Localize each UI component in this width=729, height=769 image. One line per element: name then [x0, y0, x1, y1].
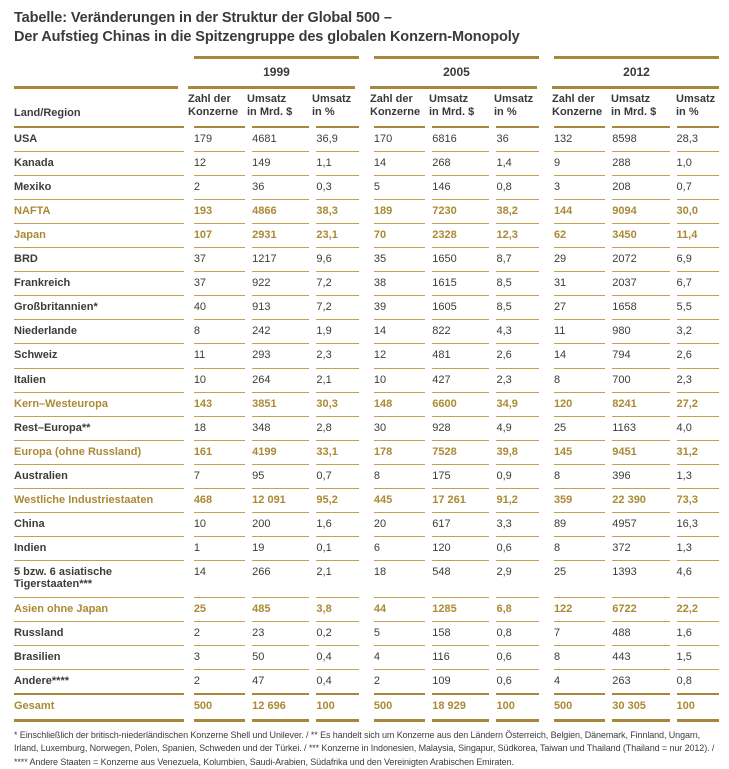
value-cell: 100 [496, 693, 538, 722]
value-cell: 6 [374, 536, 425, 560]
value-cell: 14 [374, 151, 425, 175]
value-cell: 193 [194, 199, 245, 223]
value-cell: 14 [554, 343, 605, 367]
table-row [14, 597, 719, 621]
table-row [14, 440, 719, 464]
value-cell: 1,6 [316, 512, 358, 536]
value-cell: 12 696 [252, 693, 309, 722]
value-cell: 4,9 [496, 416, 538, 440]
value-cell: 2 [194, 175, 245, 199]
row-label: Mexiko [14, 175, 184, 199]
row-label: Rest–Europa** [14, 416, 184, 440]
value-cell: 1163 [612, 416, 669, 440]
value-cell: 1,6 [677, 621, 719, 645]
column-headers-2005 [370, 86, 537, 125]
row-label: Kanada [14, 151, 184, 175]
value-cell: 40 [194, 295, 245, 319]
value-cell: 100 [677, 693, 719, 722]
value-cell: 30,3 [316, 392, 358, 416]
value-cell: 6,8 [496, 597, 538, 621]
col-header-umsatz-mrd-2005: Umsatz in Mrd. $ [429, 93, 475, 119]
value-cell: 12 091 [252, 488, 309, 512]
value-cell: 1658 [612, 295, 669, 319]
col-header-umsatz-pct-1999: Umsatz in % [312, 93, 352, 119]
value-cell: 3 [194, 645, 245, 669]
table-row [14, 343, 719, 367]
value-cell: 20 [374, 512, 425, 536]
value-cell: 8 [554, 368, 605, 392]
column-header-row [14, 86, 719, 125]
value-cell: 4681 [252, 126, 309, 151]
value-cell: 149 [252, 151, 309, 175]
value-cell: 7528 [432, 440, 489, 464]
row-label: Europa (ohne Russland) [14, 440, 184, 464]
year-group-2012: 2012 [554, 56, 719, 86]
value-cell: 2,8 [316, 416, 358, 440]
value-cell: 11 [194, 343, 245, 367]
table-row [14, 151, 719, 175]
value-cell: 38,3 [316, 199, 358, 223]
value-cell: 2,3 [316, 343, 358, 367]
value-cell: 50 [252, 645, 309, 669]
value-cell: 30 [374, 416, 425, 440]
row-label: Asien ohne Japan [14, 597, 184, 621]
value-cell: 1217 [252, 247, 309, 271]
value-cell: 100 [316, 693, 358, 722]
col-header-zahl-2005: Zahl der Konzerne [370, 93, 421, 119]
value-cell: 30,0 [677, 199, 719, 223]
value-cell: 700 [612, 368, 669, 392]
value-cell: 158 [432, 621, 489, 645]
value-cell: 208 [612, 175, 669, 199]
value-cell: 95,2 [316, 488, 358, 512]
year-group-1999: 1999 [194, 56, 359, 86]
value-cell: 38,2 [496, 199, 538, 223]
value-cell: 14 [374, 319, 425, 343]
value-cell: 31 [554, 271, 605, 295]
value-cell: 427 [432, 368, 489, 392]
table-title-line1: Tabelle: Veränderungen in der Struktur der Global 500 – [14, 10, 392, 26]
table-row [14, 645, 719, 669]
value-cell: 0,7 [316, 464, 358, 488]
value-cell: 91,2 [496, 488, 538, 512]
land-region-header: Land/Region [14, 86, 178, 125]
value-cell: 7 [554, 621, 605, 645]
value-cell: 89 [554, 512, 605, 536]
value-cell: 62 [554, 223, 605, 247]
value-cell: 1,3 [677, 464, 719, 488]
value-cell: 7230 [432, 199, 489, 223]
value-cell: 36 [252, 175, 309, 199]
value-cell: 18 [194, 416, 245, 440]
table-row [14, 464, 719, 488]
table-row [14, 271, 719, 295]
value-cell: 1,9 [316, 319, 358, 343]
value-cell: 445 [374, 488, 425, 512]
value-cell: 6,9 [677, 247, 719, 271]
value-cell: 913 [252, 295, 309, 319]
col-header-umsatz-mrd-1999: Umsatz in Mrd. $ [247, 93, 293, 119]
value-cell: 29 [554, 247, 605, 271]
value-cell: 107 [194, 223, 245, 247]
value-cell: 8 [554, 464, 605, 488]
value-cell: 6600 [432, 392, 489, 416]
value-cell: 189 [374, 199, 425, 223]
value-cell: 481 [432, 343, 489, 367]
value-cell: 7,2 [316, 271, 358, 295]
value-cell: 178 [374, 440, 425, 464]
value-cell: 9451 [612, 440, 669, 464]
row-label: Kern–Westeuropa [14, 392, 184, 416]
value-cell: 143 [194, 392, 245, 416]
value-cell: 8598 [612, 126, 669, 151]
value-cell: 2,9 [496, 560, 538, 596]
value-cell: 2 [194, 621, 245, 645]
value-cell: 0,8 [677, 669, 719, 693]
value-cell: 8 [554, 536, 605, 560]
table-row [14, 392, 719, 416]
value-cell: 268 [432, 151, 489, 175]
value-cell: 170 [374, 126, 425, 151]
value-cell: 0,8 [496, 621, 538, 645]
value-cell: 2,1 [316, 560, 358, 596]
value-cell: 2,3 [677, 368, 719, 392]
table-row [14, 693, 719, 722]
column-headers-2012 [552, 86, 719, 125]
value-cell: 146 [432, 175, 489, 199]
value-cell: 0,9 [496, 464, 538, 488]
value-cell: 2,6 [496, 343, 538, 367]
value-cell: 288 [612, 151, 669, 175]
value-cell: 122 [554, 597, 605, 621]
value-cell: 0,4 [316, 645, 358, 669]
row-label: Gesamt [14, 693, 184, 722]
value-cell: 928 [432, 416, 489, 440]
row-label: Australien [14, 464, 184, 488]
value-cell: 4 [374, 645, 425, 669]
value-cell: 5 [374, 621, 425, 645]
value-cell: 9,6 [316, 247, 358, 271]
value-cell: 500 [374, 693, 425, 722]
value-cell: 22 390 [612, 488, 669, 512]
row-label: Schweiz [14, 343, 184, 367]
value-cell: 1,5 [677, 645, 719, 669]
value-cell: 12,3 [496, 223, 538, 247]
value-cell: 1,4 [496, 151, 538, 175]
value-cell: 3 [554, 175, 605, 199]
value-cell: 44 [374, 597, 425, 621]
value-cell: 7,2 [316, 295, 358, 319]
row-label: Russland [14, 621, 184, 645]
value-cell: 73,3 [677, 488, 719, 512]
table-row [14, 199, 719, 223]
value-cell: 2 [194, 669, 245, 693]
value-cell: 10 [194, 368, 245, 392]
value-cell: 4,6 [677, 560, 719, 596]
value-cell: 3851 [252, 392, 309, 416]
row-label: 5 bzw. 6 asiatische Tigerstaaten*** [14, 560, 184, 596]
value-cell: 9094 [612, 199, 669, 223]
value-cell: 1,1 [316, 151, 358, 175]
value-cell: 4957 [612, 512, 669, 536]
row-label: Frankreich [14, 271, 184, 295]
value-cell: 148 [374, 392, 425, 416]
value-cell: 144 [554, 199, 605, 223]
table-row [14, 416, 719, 440]
table-row [14, 560, 719, 596]
value-cell: 25 [194, 597, 245, 621]
value-cell: 10 [374, 368, 425, 392]
global500-table [14, 56, 719, 722]
value-cell: 266 [252, 560, 309, 596]
value-cell: 5,5 [677, 295, 719, 319]
value-cell: 28,3 [677, 126, 719, 151]
value-cell: 0,6 [496, 669, 538, 693]
value-cell: 488 [612, 621, 669, 645]
value-cell: 70 [374, 223, 425, 247]
value-cell: 1650 [432, 247, 489, 271]
value-cell: 485 [252, 597, 309, 621]
value-cell: 2,6 [677, 343, 719, 367]
row-label: China [14, 512, 184, 536]
table-row [14, 536, 719, 560]
value-cell: 9 [554, 151, 605, 175]
col-header-umsatz-mrd-2012: Umsatz in Mrd. $ [611, 93, 657, 119]
year-group-2005: 2005 [374, 56, 539, 86]
row-label: Italien [14, 368, 184, 392]
col-header-umsatz-pct-2005: Umsatz in % [494, 93, 534, 119]
table-row [14, 488, 719, 512]
value-cell: 18 [374, 560, 425, 596]
value-cell: 3,2 [677, 319, 719, 343]
table-row [14, 175, 719, 199]
value-cell: 22,2 [677, 597, 719, 621]
value-cell: 0,4 [316, 669, 358, 693]
value-cell: 548 [432, 560, 489, 596]
row-label: USA [14, 126, 184, 151]
column-headers-1999 [188, 86, 355, 125]
table-row [14, 295, 719, 319]
value-cell: 3,3 [496, 512, 538, 536]
value-cell: 1,3 [677, 536, 719, 560]
row-label: Westliche Industriestaaten [14, 488, 184, 512]
value-cell: 47 [252, 669, 309, 693]
value-cell: 14 [194, 560, 245, 596]
col-header-zahl-2012: Zahl der Konzerne [552, 93, 603, 119]
value-cell: 372 [612, 536, 669, 560]
value-cell: 175 [432, 464, 489, 488]
row-label: Großbritannien* [14, 295, 184, 319]
value-cell: 109 [432, 669, 489, 693]
year-header-spacer [14, 56, 184, 86]
table-row [14, 368, 719, 392]
value-cell: 0,2 [316, 621, 358, 645]
value-cell: 794 [612, 343, 669, 367]
table-title [14, 9, 719, 47]
value-cell: 25 [554, 416, 605, 440]
value-cell: 12 [194, 151, 245, 175]
value-cell: 2931 [252, 223, 309, 247]
value-cell: 23 [252, 621, 309, 645]
value-cell: 1 [194, 536, 245, 560]
footnote: * Einschließlich der britisch-niederländischen Konzerne Shell und Unilever. / ** Es handelt sich um Konzerne aus den Ländern Österreich, Belgien, Dänemark, Finnland, Ungarn, Irland, Luxemburg, Norwegen, Polen, Spanien, Schweden und der Türkei. / *** Konzerne in Indonesien, Malaysia, Singapur, Südkorea, Taiwan und Thailand (Thailand = nur 2012). / **** Andere Staaten = Konzerne aus Venezuela, Kolumbien, Saudi-Arabien, Südafrika und den Vereinigten Arabischen Emiraten. [14, 729, 715, 767]
value-cell: 6,7 [677, 271, 719, 295]
value-cell: 4866 [252, 199, 309, 223]
value-cell: 27 [554, 295, 605, 319]
value-cell: 33,1 [316, 440, 358, 464]
value-cell: 36,9 [316, 126, 358, 151]
value-cell: 500 [554, 693, 605, 722]
value-cell: 4,0 [677, 416, 719, 440]
col-header-umsatz-pct-2012: Umsatz in % [676, 93, 716, 119]
value-cell: 116 [432, 645, 489, 669]
value-cell: 25 [554, 560, 605, 596]
value-cell: 3,8 [316, 597, 358, 621]
value-cell: 34,9 [496, 392, 538, 416]
row-label: Niederlande [14, 319, 184, 343]
value-cell: 27,2 [677, 392, 719, 416]
value-cell: 10 [194, 512, 245, 536]
value-cell: 0,6 [496, 645, 538, 669]
row-label: Andere**** [14, 669, 184, 693]
value-cell: 19 [252, 536, 309, 560]
value-cell: 2328 [432, 223, 489, 247]
value-cell: 4,3 [496, 319, 538, 343]
value-cell: 8 [374, 464, 425, 488]
value-cell: 0,7 [677, 175, 719, 199]
table-row [14, 247, 719, 271]
value-cell: 617 [432, 512, 489, 536]
value-cell: 39,8 [496, 440, 538, 464]
value-cell: 443 [612, 645, 669, 669]
value-cell: 16,3 [677, 512, 719, 536]
value-cell: 1,0 [677, 151, 719, 175]
table-row [14, 319, 719, 343]
value-cell: 980 [612, 319, 669, 343]
table-row [14, 621, 719, 645]
value-cell: 7 [194, 464, 245, 488]
value-cell: 120 [554, 392, 605, 416]
value-cell: 11 [554, 319, 605, 343]
value-cell: 6816 [432, 126, 489, 151]
value-cell: 17 261 [432, 488, 489, 512]
row-label: NAFTA [14, 199, 184, 223]
value-cell: 18 929 [432, 693, 489, 722]
value-cell: 1605 [432, 295, 489, 319]
value-cell: 0,3 [316, 175, 358, 199]
table-row [14, 512, 719, 536]
value-cell: 95 [252, 464, 309, 488]
value-cell: 23,1 [316, 223, 358, 247]
value-cell: 348 [252, 416, 309, 440]
value-cell: 38 [374, 271, 425, 295]
value-cell: 8241 [612, 392, 669, 416]
value-cell: 922 [252, 271, 309, 295]
table-body [14, 126, 719, 722]
row-label: Brasilien [14, 645, 184, 669]
value-cell: 145 [554, 440, 605, 464]
value-cell: 11,4 [677, 223, 719, 247]
value-cell: 1615 [432, 271, 489, 295]
value-cell: 8,5 [496, 271, 538, 295]
value-cell: 179 [194, 126, 245, 151]
value-cell: 161 [194, 440, 245, 464]
row-label: Indien [14, 536, 184, 560]
value-cell: 8 [194, 319, 245, 343]
value-cell: 263 [612, 669, 669, 693]
value-cell: 120 [432, 536, 489, 560]
value-cell: 4 [554, 669, 605, 693]
year-header-row [14, 56, 719, 86]
value-cell: 2072 [612, 247, 669, 271]
value-cell: 4199 [252, 440, 309, 464]
value-cell: 35 [374, 247, 425, 271]
value-cell: 1285 [432, 597, 489, 621]
value-cell: 36 [496, 126, 538, 151]
value-cell: 2037 [612, 271, 669, 295]
value-cell: 39 [374, 295, 425, 319]
value-cell: 396 [612, 464, 669, 488]
value-cell: 6722 [612, 597, 669, 621]
value-cell: 37 [194, 271, 245, 295]
value-cell: 2,3 [496, 368, 538, 392]
value-cell: 0,6 [496, 536, 538, 560]
table-row [14, 223, 719, 247]
value-cell: 12 [374, 343, 425, 367]
value-cell: 822 [432, 319, 489, 343]
row-label: BRD [14, 247, 184, 271]
value-cell: 359 [554, 488, 605, 512]
value-cell: 37 [194, 247, 245, 271]
value-cell: 2 [374, 669, 425, 693]
table-title-line2: Der Aufstieg Chinas in die Spitzengruppe des globalen Konzern-Monopoly [14, 29, 520, 46]
value-cell: 8,7 [496, 247, 538, 271]
value-cell: 1393 [612, 560, 669, 596]
value-cell: 31,2 [677, 440, 719, 464]
value-cell: 8,5 [496, 295, 538, 319]
value-cell: 200 [252, 512, 309, 536]
value-cell: 132 [554, 126, 605, 151]
value-cell: 242 [252, 319, 309, 343]
value-cell: 264 [252, 368, 309, 392]
table-row [14, 669, 719, 693]
value-cell: 2,1 [316, 368, 358, 392]
col-header-zahl-1999: Zahl der Konzerne [188, 93, 239, 119]
row-label: Japan [14, 223, 184, 247]
value-cell: 468 [194, 488, 245, 512]
value-cell: 293 [252, 343, 309, 367]
value-cell: 30 305 [612, 693, 669, 722]
value-cell: 3450 [612, 223, 669, 247]
value-cell: 8 [554, 645, 605, 669]
table-row [14, 126, 719, 151]
value-cell: 0,1 [316, 536, 358, 560]
value-cell: 500 [194, 693, 245, 722]
value-cell: 0,8 [496, 175, 538, 199]
value-cell: 5 [374, 175, 425, 199]
